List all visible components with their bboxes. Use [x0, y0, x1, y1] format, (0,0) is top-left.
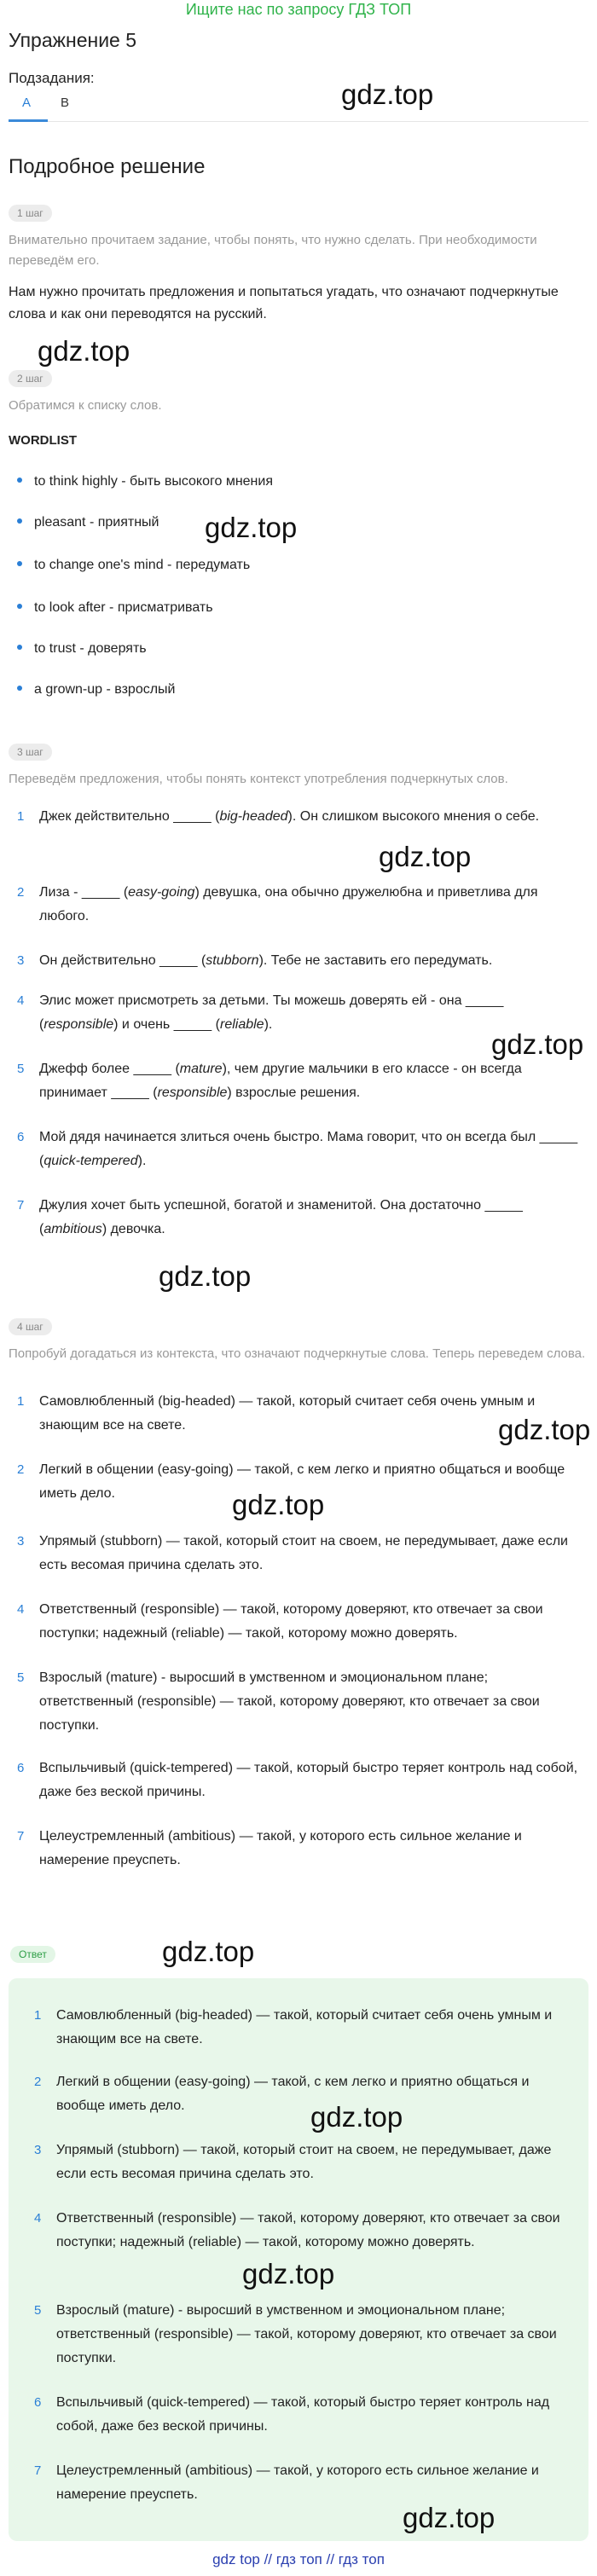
answer-badge: Ответ [10, 1946, 55, 1963]
list-item: 4 Элис может присмотреть за детьми. Ты можешь доверять ей - она _____ (responsible) и очень _____ (reliable). [17, 989, 580, 1037]
list-item: 5 Взрослый (mature) - выросший в умственном и эмоциональном плане; ответственный (responsible) — такой, которому доверяют, кто отвечает за свои поступки. [34, 2299, 563, 2370]
list-item: 1 Самовлюбленный (big-headed) — такой, который считает себя очень умным и знающим все на свете. [34, 2004, 563, 2052]
list-item: 1 Самовлюбленный (big-headed) — такой, который считает себя очень умным и знающим все на свете. [17, 1390, 580, 1438]
list-item: 1 Джек действительно _____ (big-headed). Он слишком высокого мнения о себе. [17, 805, 580, 853]
list-item: 4 Ответственный (responsible) — такой, которому доверяют, кто отвечает за свои поступки; надежный (reliable) — такой, которому можно доверять. [17, 1598, 580, 1646]
step1-text: Нам нужно прочитать предложения и попытаться угадать, что означают подчеркнутые слова и как они переводятся на русский. [9, 285, 559, 321]
header-link[interactable]: Ищите нас по запросу ГДЗ ТОП [185, 1, 412, 18]
item-number: 4 [34, 2211, 42, 2226]
step2-note: Обратимся к списку слов. [9, 398, 162, 413]
item-number: 1 [17, 809, 25, 824]
item-number: 7 [17, 1829, 25, 1844]
list-item: 6 Вспыльчивый (quick-tempered) — такой, который быстро теряет контроль над собой, даже без веской причины. [34, 2391, 563, 2439]
list-item: to trust - доверять [17, 639, 147, 659]
list-item: 7 Джулия хочет быть успешной, богатой и знаменитой. Она достаточно _____ (ambitious) девочка. [17, 1194, 580, 1242]
watermark: gdz.top [310, 2101, 403, 2133]
item-number: 3 [17, 953, 25, 968]
item-number: 5 [17, 1062, 25, 1076]
list-item: a grown-up - взрослый [17, 680, 176, 700]
bullet-icon [17, 478, 22, 483]
watermark: gdz.top [159, 1260, 252, 1292]
item-number: 4 [17, 1602, 25, 1617]
step-badge-3: 3 шаг [9, 744, 52, 761]
item-number: 2 [17, 885, 25, 900]
section-title: Подробное решение [9, 155, 206, 178]
tabs-divider [9, 121, 588, 122]
list-item: 4 Ответственный (responsible) — такой, которому доверяют, кто отвечает за свои поступки; надежный (reliable) — такой, которому можно доверять. [34, 2207, 563, 2278]
list-item: 3 Он действительно _____ (stubborn). Тебе не заставить его передумать. [17, 949, 580, 973]
list-item: 5 Джефф более _____ (mature), чем другие мальчики в его классе - он всегда принимает _____ (responsible) взрослые решения. [17, 1057, 580, 1105]
item-number: 3 [34, 2143, 42, 2157]
watermark: gdz.top [379, 841, 472, 872]
item-number: 6 [17, 1130, 25, 1144]
item-number: 4 [17, 993, 25, 1008]
item-number: 7 [17, 1198, 25, 1213]
tab-b[interactable]: B [60, 96, 69, 110]
step-badge-2: 2 шаг [9, 370, 52, 387]
list-item: 3 Упрямый (stubborn) — такой, который стоит на своем, не передумывает, даже если есть весомая причина сделать это. [34, 2139, 563, 2186]
list-item: 7 Целеустремленный (ambitious) — такой, у которого есть сильное желание и намерение преуспеть. [17, 1825, 580, 1873]
list-item: to think highly - быть высокого мнения [17, 472, 273, 492]
list-item: 2 Легкий в общении (easy-going) — такой, с кем легко и приятно общаться и вообще иметь дело. [34, 2070, 563, 2118]
item-number: 1 [34, 2008, 42, 2023]
list-item: 5 Взрослый (mature) - выросший в умственном и эмоциональном плане; ответственный (responsible) — такой, которому доверяют, кто отвечает за свои поступки. [17, 1666, 580, 1738]
step-badge-4: 4 шаг [9, 1318, 52, 1335]
watermark: gdz.top [232, 1489, 325, 1520]
bullet-icon [17, 604, 22, 609]
list-item: 6 Мой дядя начинается злиться очень быстро. Мама говорит, что он всегда был _____ (quick-tempered). [17, 1126, 580, 1173]
watermark: gdz.top [403, 2502, 496, 2533]
list-item: 7 Целеустремленный (ambitious) — такой, у которого есть сильное желание и намерение преуспеть. [34, 2459, 563, 2507]
step3-note: Переведём предложения, чтобы понять контекст употребления подчеркнутых слов. [9, 772, 508, 786]
list-item: 3 Упрямый (stubborn) — такой, который стоит на своем, не передумывает, даже если есть весомая причина сделать это. [17, 1530, 580, 1577]
tab-a[interactable]: A [21, 96, 31, 110]
list-item: 6 Вспыльчивый (quick-tempered) — такой, который быстро теряет контроль над собой, даже без веской причины. [17, 1757, 580, 1804]
item-number: 3 [17, 1534, 25, 1548]
step1-note: Внимательно прочитаем задание, чтобы понять, что нужно сделать. При необходимости переведём его. [9, 233, 537, 268]
bullet-icon [17, 518, 22, 524]
watermark: gdz.top [242, 2258, 335, 2289]
watermark: gdz.top [205, 512, 298, 543]
active-tab-indicator [9, 119, 48, 122]
bullet-icon [17, 686, 22, 691]
bullet-icon [17, 561, 22, 566]
item-number: 1 [17, 1394, 25, 1409]
watermark: gdz.top [341, 78, 434, 110]
watermark: gdz.top [498, 1414, 591, 1445]
subtasks-label: Подзадания: [9, 70, 95, 86]
step-badge-1: 1 шаг [9, 205, 52, 222]
item-number: 6 [34, 2395, 42, 2410]
item-number: 6 [17, 1761, 25, 1775]
watermark: gdz.top [162, 1936, 255, 1967]
list-item: 2 Лиза - _____ (easy-going) девушка, она обычно дружелюбна и приветлива для любого. [17, 881, 580, 929]
bullet-icon [17, 645, 22, 650]
footer-link[interactable]: gdz top // гдз топ // гдз топ [212, 2551, 385, 2567]
wordlist-title: WORDLIST [9, 433, 77, 448]
item-number: 5 [34, 2303, 42, 2318]
watermark: gdz.top [491, 1028, 584, 1060]
watermark: gdz.top [38, 335, 130, 367]
list-item: to look after - присматривать [17, 598, 213, 618]
list-item: to change one's mind - передумать [17, 555, 250, 576]
step4-note: Попробуй догадаться из контекста, что означают подчеркнутые слова. Теперь переведем слова. [9, 1346, 586, 1361]
exercise-title: Упражнение 5 [9, 29, 137, 51]
list-item: pleasant - приятный [17, 512, 159, 533]
item-number: 7 [34, 2463, 42, 2478]
item-number: 2 [34, 2075, 42, 2089]
list-item: 2 Легкий в общении (easy-going) — такой, с кем легко и приятно общаться и вообще иметь дело. [17, 1458, 580, 1506]
item-number: 2 [17, 1462, 25, 1477]
item-number: 5 [17, 1670, 25, 1685]
